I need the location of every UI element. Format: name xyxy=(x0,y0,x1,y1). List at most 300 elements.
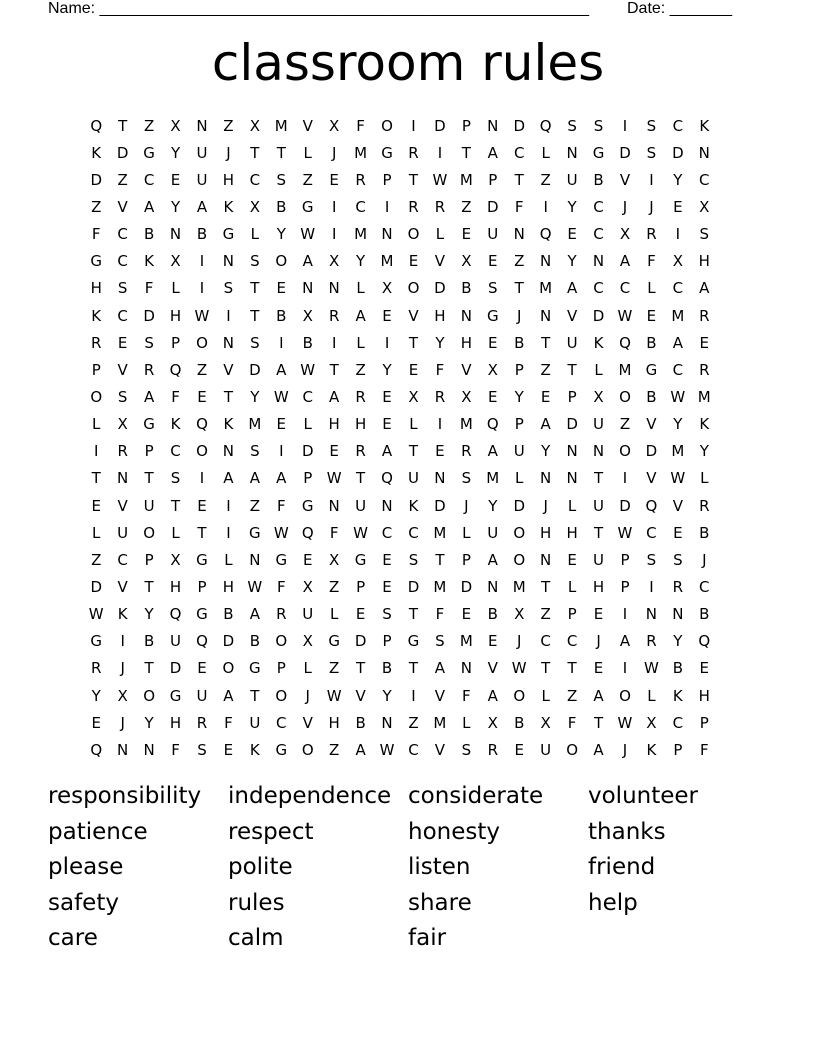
grid-letter[interactable]: C xyxy=(672,713,684,732)
grid-letter[interactable]: K xyxy=(593,333,604,352)
grid-letter[interactable]: Z xyxy=(223,116,234,135)
grid-letter[interactable]: X xyxy=(117,686,128,705)
grid-letter[interactable]: G xyxy=(249,659,261,678)
grid-letter[interactable]: B xyxy=(276,197,287,216)
grid-letter[interactable]: O xyxy=(566,740,578,759)
grid-letter[interactable]: T xyxy=(329,360,339,379)
grid-letter[interactable]: M xyxy=(433,577,447,596)
grid-letter[interactable]: B xyxy=(223,605,234,624)
grid-letter[interactable]: P xyxy=(171,333,181,352)
grid-letter[interactable]: N xyxy=(328,279,340,298)
grid-letter[interactable]: N xyxy=(249,550,261,569)
grid-letter[interactable]: N xyxy=(487,577,499,596)
grid-letter[interactable]: S xyxy=(250,252,260,271)
grid-letter[interactable]: N xyxy=(540,306,552,325)
grid-letter[interactable]: D xyxy=(513,496,525,515)
grid-letter[interactable]: G xyxy=(354,550,367,569)
grid-letter[interactable]: X xyxy=(329,116,340,135)
grid-letter[interactable]: P xyxy=(144,442,154,461)
grid-letter[interactable]: F xyxy=(276,577,286,596)
grid-letter[interactable]: I xyxy=(649,170,654,189)
grid-letter[interactable]: J xyxy=(622,197,628,216)
grid-letter[interactable]: I xyxy=(199,279,205,298)
grid-letter[interactable]: I xyxy=(120,632,125,651)
grid-letter[interactable]: L xyxy=(435,225,445,244)
grid-letter[interactable]: L xyxy=(171,279,180,298)
grid-letter[interactable]: I xyxy=(199,252,205,271)
grid-letter[interactable]: N xyxy=(381,713,393,732)
grid-letter[interactable]: M xyxy=(459,415,473,434)
grid-letter[interactable]: R xyxy=(355,442,366,461)
grid-letter[interactable]: L xyxy=(329,605,339,624)
grid-letter[interactable]: I xyxy=(649,577,654,596)
grid-letter[interactable]: R xyxy=(646,632,657,651)
grid-letter[interactable]: V xyxy=(434,686,446,705)
grid-letter[interactable]: X xyxy=(487,360,498,379)
grid-letter[interactable]: N xyxy=(196,116,208,135)
grid-letter[interactable]: V xyxy=(646,469,657,488)
grid-letter[interactable]: O xyxy=(381,116,393,135)
grid-letter[interactable]: T xyxy=(170,496,181,515)
grid-letter[interactable]: L xyxy=(303,415,312,434)
grid-letter[interactable]: N xyxy=(566,442,578,461)
grid-letter[interactable]: E xyxy=(197,659,207,678)
grid-letter[interactable]: I xyxy=(622,605,628,624)
grid-letter[interactable]: O xyxy=(619,686,631,705)
grid-letter[interactable]: Z xyxy=(566,686,578,705)
grid-letter[interactable]: O xyxy=(143,686,155,705)
grid-letter[interactable]: U xyxy=(566,170,578,189)
grid-letter[interactable]: R xyxy=(408,197,419,216)
grid-letter[interactable]: A xyxy=(487,550,498,569)
grid-letter[interactable]: R xyxy=(143,360,155,379)
grid-letter[interactable]: O xyxy=(275,252,288,271)
grid-letter[interactable]: Y xyxy=(250,387,260,406)
grid-letter[interactable]: Z xyxy=(461,197,472,216)
grid-letter[interactable]: B xyxy=(143,632,155,651)
grid-letter[interactable]: C xyxy=(593,225,604,244)
grid-letter[interactable]: S xyxy=(197,740,207,759)
grid-letter[interactable]: A xyxy=(593,740,604,759)
grid-letter[interactable]: N xyxy=(592,252,605,271)
grid-letter[interactable]: O xyxy=(275,632,288,651)
grid-letter[interactable]: J xyxy=(120,713,125,732)
grid-letter[interactable]: M xyxy=(539,279,553,298)
grid-letter[interactable]: E xyxy=(276,279,287,298)
grid-letter[interactable]: N xyxy=(566,143,578,162)
grid-letter[interactable]: P xyxy=(673,740,683,759)
grid-letter[interactable]: V xyxy=(117,197,128,216)
grid-letter[interactable]: E xyxy=(646,306,657,325)
grid-letter[interactable]: Y xyxy=(144,713,154,732)
grid-letter[interactable]: J xyxy=(331,143,337,162)
grid-letter[interactable]: Y xyxy=(144,605,154,624)
grid-letter[interactable]: R xyxy=(196,713,208,732)
grid-letter[interactable]: I xyxy=(94,442,99,461)
grid-letter[interactable]: A xyxy=(355,740,366,759)
grid-letter[interactable]: Y xyxy=(91,686,101,705)
grid-letter[interactable]: G xyxy=(486,306,499,325)
grid-letter[interactable]: L xyxy=(700,469,709,488)
grid-letter[interactable]: H xyxy=(169,577,182,596)
grid-letter[interactable]: U xyxy=(196,143,208,162)
grid-letter[interactable]: H xyxy=(169,306,182,325)
grid-letter[interactable]: G xyxy=(143,415,155,434)
grid-letter[interactable]: O xyxy=(513,550,526,569)
grid-letter[interactable]: N xyxy=(222,333,235,352)
grid-letter[interactable]: Q xyxy=(486,415,499,434)
grid-letter[interactable]: M xyxy=(354,143,368,162)
grid-letter[interactable]: X xyxy=(619,225,631,244)
grid-letter[interactable]: N xyxy=(487,116,499,135)
grid-letter[interactable]: N xyxy=(592,442,605,461)
grid-letter[interactable]: M xyxy=(671,306,685,325)
grid-letter[interactable]: A xyxy=(381,442,393,461)
grid-letter[interactable]: K xyxy=(223,197,234,216)
grid-letter[interactable]: N xyxy=(169,225,182,244)
grid-letter[interactable]: G xyxy=(381,143,393,162)
grid-letter[interactable]: G xyxy=(143,143,155,162)
grid-letter[interactable]: S xyxy=(461,740,472,759)
grid-letter[interactable]: E xyxy=(673,523,683,542)
grid-letter[interactable]: G xyxy=(169,686,182,705)
grid-letter[interactable]: U xyxy=(355,496,367,515)
grid-letter[interactable]: W xyxy=(326,686,342,705)
grid-letter[interactable]: N xyxy=(222,442,235,461)
grid-letter[interactable]: D xyxy=(116,143,129,162)
grid-letter[interactable]: M xyxy=(512,577,526,596)
grid-letter[interactable]: H xyxy=(328,713,340,732)
grid-letter[interactable]: I xyxy=(622,659,628,678)
grid-letter[interactable]: A xyxy=(487,686,498,705)
grid-letter[interactable]: T xyxy=(593,523,604,542)
grid-letter[interactable]: T xyxy=(408,170,419,189)
grid-letter[interactable]: O xyxy=(275,686,288,705)
grid-letter[interactable]: J xyxy=(543,496,548,515)
grid-letter[interactable]: B xyxy=(302,333,313,352)
grid-letter[interactable]: A xyxy=(487,143,498,162)
grid-letter[interactable]: Y xyxy=(673,632,683,651)
grid-letter[interactable]: S xyxy=(567,116,577,135)
grid-letter[interactable]: A xyxy=(566,279,578,298)
grid-letter[interactable]: V xyxy=(408,306,419,325)
grid-letter[interactable]: Z xyxy=(196,360,208,379)
grid-letter[interactable]: T xyxy=(250,279,260,298)
grid-letter[interactable]: E xyxy=(197,496,207,515)
grid-letter[interactable]: X xyxy=(461,252,472,271)
grid-letter[interactable]: C xyxy=(408,740,419,759)
grid-letter[interactable]: O xyxy=(222,659,235,678)
grid-letter[interactable]: T xyxy=(91,469,101,488)
grid-letter[interactable]: V xyxy=(302,713,313,732)
grid-letter[interactable]: V xyxy=(434,252,446,271)
grid-letter[interactable]: U xyxy=(117,523,129,542)
grid-letter[interactable]: C xyxy=(672,116,684,135)
grid-letter[interactable]: N xyxy=(143,740,155,759)
grid-letter[interactable]: P xyxy=(276,659,286,678)
grid-letter[interactable]: U xyxy=(593,415,605,434)
grid-letter[interactable]: L xyxy=(462,523,471,542)
grid-letter[interactable]: B xyxy=(461,279,472,298)
grid-letter[interactable]: T xyxy=(593,469,604,488)
grid-letter[interactable]: M xyxy=(459,632,473,651)
grid-letter[interactable]: R xyxy=(328,306,340,325)
grid-letter[interactable]: S xyxy=(646,116,657,135)
grid-letter[interactable]: Q xyxy=(169,605,182,624)
grid-letter[interactable]: Z xyxy=(143,116,155,135)
grid-letter[interactable]: T xyxy=(461,143,471,162)
grid-letter[interactable]: C xyxy=(646,523,657,542)
grid-letter[interactable]: R xyxy=(487,740,498,759)
grid-letter[interactable]: I xyxy=(279,333,284,352)
grid-letter[interactable]: C xyxy=(540,632,551,651)
grid-letter[interactable]: P xyxy=(461,550,471,569)
grid-letter[interactable]: I xyxy=(279,442,284,461)
grid-letter[interactable]: I xyxy=(437,143,443,162)
grid-letter[interactable]: Z xyxy=(514,252,525,271)
name-field-line[interactable]: Name: _______________________________________________________ xyxy=(48,0,589,17)
grid-letter[interactable]: E xyxy=(276,415,287,434)
grid-letter[interactable]: H xyxy=(698,686,710,705)
grid-letter[interactable]: E xyxy=(488,632,498,651)
grid-letter[interactable]: P xyxy=(567,387,577,406)
grid-letter[interactable]: W xyxy=(670,387,686,406)
grid-letter[interactable]: G xyxy=(196,605,208,624)
grid-letter[interactable]: P xyxy=(514,360,524,379)
grid-letter[interactable]: A xyxy=(143,387,155,406)
grid-letter[interactable]: T xyxy=(250,686,260,705)
grid-letter[interactable]: N xyxy=(117,469,129,488)
grid-letter[interactable]: L xyxy=(647,279,656,298)
grid-letter[interactable]: T xyxy=(541,333,551,352)
grid-letter[interactable]: I xyxy=(543,197,548,216)
grid-letter[interactable]: F xyxy=(356,116,365,135)
grid-letter[interactable]: E xyxy=(435,442,445,461)
grid-letter[interactable]: T xyxy=(514,279,524,298)
grid-letter[interactable]: U xyxy=(196,170,208,189)
grid-letter[interactable]: D xyxy=(619,143,631,162)
grid-letter[interactable]: H xyxy=(328,415,340,434)
grid-letter[interactable]: D xyxy=(619,496,631,515)
grid-letter[interactable]: T xyxy=(567,360,577,379)
grid-letter[interactable]: G xyxy=(301,197,314,216)
date-field-line[interactable]: Date: _______ xyxy=(627,0,732,17)
grid-letter[interactable]: M xyxy=(671,442,685,461)
grid-letter[interactable]: X xyxy=(302,306,313,325)
grid-letter[interactable]: L xyxy=(594,360,603,379)
grid-letter[interactable]: A xyxy=(223,469,234,488)
grid-letter[interactable]: E xyxy=(699,659,710,678)
grid-letter[interactable]: V xyxy=(619,170,631,189)
grid-letter[interactable]: W xyxy=(194,306,210,325)
grid-letter[interactable]: O xyxy=(619,387,631,406)
grid-letter[interactable]: H xyxy=(222,577,235,596)
grid-letter[interactable]: T xyxy=(276,143,286,162)
grid-letter[interactable]: G xyxy=(645,360,658,379)
grid-letter[interactable]: X xyxy=(672,252,683,271)
grid-letter[interactable]: X xyxy=(540,713,551,732)
grid-letter[interactable]: D xyxy=(249,360,261,379)
grid-letter[interactable]: P xyxy=(620,550,630,569)
grid-letter[interactable]: U xyxy=(143,496,155,515)
grid-letter[interactable]: B xyxy=(699,523,710,542)
grid-letter[interactable]: F xyxy=(329,523,339,542)
grid-letter[interactable]: E xyxy=(329,170,339,189)
grid-letter[interactable]: K xyxy=(144,252,155,271)
grid-letter[interactable]: E xyxy=(567,550,577,569)
grid-letter[interactable]: L xyxy=(356,279,365,298)
grid-letter[interactable]: W xyxy=(326,469,342,488)
grid-letter[interactable]: Y xyxy=(541,442,551,461)
grid-letter[interactable]: A xyxy=(143,197,155,216)
grid-letter[interactable]: Y xyxy=(276,225,286,244)
grid-letter[interactable]: U xyxy=(407,469,419,488)
grid-letter[interactable]: X xyxy=(170,252,181,271)
grid-letter[interactable]: H xyxy=(90,279,102,298)
grid-letter[interactable]: I xyxy=(199,469,205,488)
grid-letter[interactable]: U xyxy=(487,523,499,542)
grid-letter[interactable]: F xyxy=(224,713,233,732)
grid-letter[interactable]: W xyxy=(353,523,369,542)
grid-letter[interactable]: T xyxy=(144,577,154,596)
grid-letter[interactable]: S xyxy=(117,279,128,298)
grid-letter[interactable]: E xyxy=(514,740,524,759)
grid-letter[interactable]: E xyxy=(329,442,339,461)
grid-letter[interactable]: F xyxy=(144,279,154,298)
grid-letter[interactable]: H xyxy=(592,577,605,596)
grid-letter[interactable]: N xyxy=(540,252,552,271)
grid-letter[interactable]: N xyxy=(434,469,446,488)
grid-letter[interactable]: V xyxy=(302,116,313,135)
grid-letter[interactable]: C xyxy=(699,577,710,596)
grid-letter[interactable]: X xyxy=(381,279,393,298)
grid-letter[interactable]: A xyxy=(672,333,683,352)
grid-letter[interactable]: T xyxy=(541,577,551,596)
grid-letter[interactable]: X xyxy=(170,116,181,135)
grid-letter[interactable]: C xyxy=(117,306,128,325)
grid-letter[interactable]: Z xyxy=(540,170,551,189)
grid-letter[interactable]: I xyxy=(331,225,337,244)
grid-letter[interactable]: Z xyxy=(329,577,340,596)
grid-letter[interactable]: K xyxy=(117,605,128,624)
grid-letter[interactable]: T xyxy=(356,469,366,488)
grid-letter[interactable]: Q xyxy=(196,415,208,434)
grid-letter[interactable]: Y xyxy=(514,387,524,406)
grid-letter[interactable]: H xyxy=(222,170,235,189)
grid-letter[interactable]: R xyxy=(699,496,710,515)
grid-letter[interactable]: L xyxy=(250,225,260,244)
grid-letter[interactable]: D xyxy=(301,442,314,461)
grid-letter[interactable]: M xyxy=(459,170,473,189)
grid-letter[interactable]: E xyxy=(488,333,498,352)
grid-letter[interactable]: E xyxy=(382,577,392,596)
grid-letter[interactable]: I xyxy=(437,415,443,434)
grid-letter[interactable]: Z xyxy=(302,170,313,189)
grid-letter[interactable]: D xyxy=(169,659,182,678)
grid-letter[interactable]: C xyxy=(117,550,128,569)
grid-letter[interactable]: C xyxy=(593,279,604,298)
grid-letter[interactable]: O xyxy=(407,225,420,244)
grid-letter[interactable]: A xyxy=(699,279,710,298)
grid-letter[interactable]: J xyxy=(517,306,522,325)
grid-letter[interactable]: E xyxy=(567,225,577,244)
grid-letter[interactable]: W xyxy=(300,225,316,244)
grid-letter[interactable]: L xyxy=(224,550,233,569)
grid-letter[interactable]: F xyxy=(435,605,445,624)
grid-letter[interactable]: R xyxy=(461,442,472,461)
grid-letter[interactable]: T xyxy=(567,659,577,678)
grid-letter[interactable]: R xyxy=(355,387,366,406)
grid-letter[interactable]: E xyxy=(593,659,604,678)
grid-letter[interactable]: B xyxy=(593,170,604,189)
grid-letter[interactable]: V xyxy=(434,740,446,759)
grid-letter[interactable]: W xyxy=(88,605,104,624)
grid-letter[interactable]: B xyxy=(699,605,710,624)
grid-letter[interactable]: C xyxy=(566,632,578,651)
grid-letter[interactable]: T xyxy=(593,713,604,732)
grid-letter[interactable]: E xyxy=(488,252,498,271)
grid-letter[interactable]: D xyxy=(592,306,605,325)
grid-letter[interactable]: G xyxy=(301,496,314,515)
grid-letter[interactable]: F xyxy=(171,740,180,759)
grid-letter[interactable]: M xyxy=(380,252,394,271)
grid-letter[interactable]: E xyxy=(408,252,419,271)
grid-letter[interactable]: E xyxy=(461,225,472,244)
grid-letter[interactable]: A xyxy=(223,686,234,705)
grid-letter[interactable]: W xyxy=(300,360,316,379)
grid-letter[interactable]: F xyxy=(567,713,577,732)
grid-letter[interactable]: A xyxy=(434,659,446,678)
grid-letter[interactable]: P xyxy=(382,632,392,651)
grid-letter[interactable]: R xyxy=(434,387,446,406)
grid-letter[interactable]: T xyxy=(144,469,154,488)
grid-letter[interactable]: D xyxy=(354,632,367,651)
grid-letter[interactable]: N xyxy=(381,496,393,515)
grid-letter[interactable]: T xyxy=(408,442,419,461)
grid-letter[interactable]: R xyxy=(699,306,710,325)
grid-letter[interactable]: E xyxy=(593,605,604,624)
grid-letter[interactable]: P xyxy=(144,550,154,569)
grid-letter[interactable]: Q xyxy=(196,632,208,651)
grid-letter[interactable]: K xyxy=(91,143,102,162)
grid-letter[interactable]: L xyxy=(647,686,656,705)
grid-letter[interactable]: E xyxy=(382,306,392,325)
grid-letter[interactable]: F xyxy=(91,225,101,244)
grid-letter[interactable]: P xyxy=(620,577,630,596)
grid-letter[interactable]: E xyxy=(699,333,710,352)
grid-letter[interactable]: Z xyxy=(408,713,419,732)
grid-letter[interactable]: E xyxy=(170,170,181,189)
grid-letter[interactable]: W xyxy=(511,659,527,678)
grid-letter[interactable]: S xyxy=(170,469,181,488)
grid-letter[interactable]: E xyxy=(382,415,392,434)
grid-letter[interactable]: M xyxy=(433,713,447,732)
grid-letter[interactable]: N xyxy=(117,740,129,759)
grid-letter[interactable]: X xyxy=(170,550,181,569)
grid-letter[interactable]: D xyxy=(90,170,102,189)
grid-letter[interactable]: T xyxy=(514,170,524,189)
grid-letter[interactable]: U xyxy=(513,442,525,461)
grid-letter[interactable]: S xyxy=(646,550,657,569)
grid-letter[interactable]: M xyxy=(354,225,368,244)
grid-letter[interactable]: J xyxy=(305,686,310,705)
grid-letter[interactable]: M xyxy=(433,523,447,542)
grid-letter[interactable]: L xyxy=(567,577,577,596)
grid-letter[interactable]: G xyxy=(275,740,288,759)
grid-letter[interactable]: C xyxy=(276,713,287,732)
grid-letter[interactable]: A xyxy=(487,442,498,461)
grid-letter[interactable]: N xyxy=(302,279,314,298)
